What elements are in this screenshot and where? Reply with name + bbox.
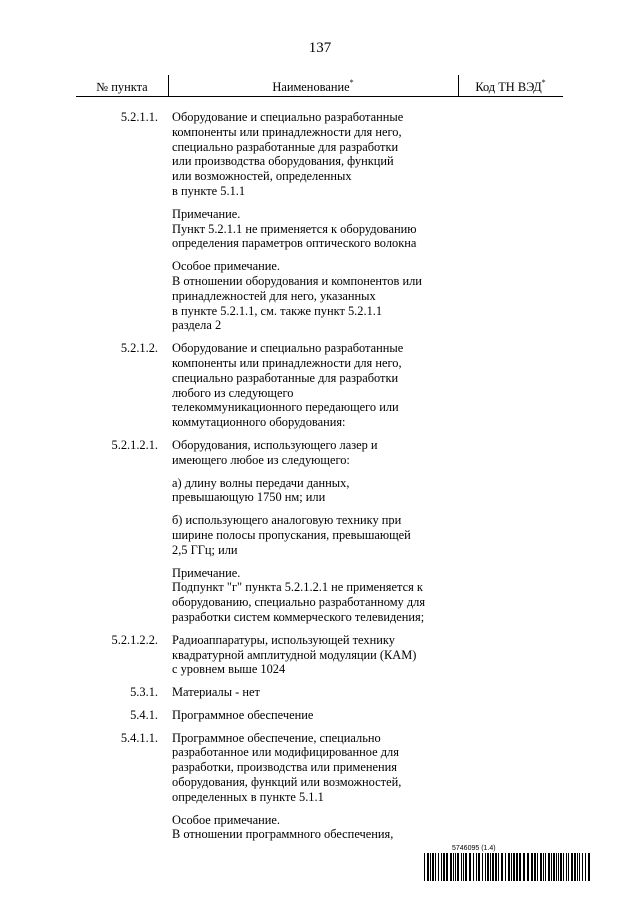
item-paragraph (172, 207, 454, 251)
barcode-bar (435, 853, 436, 881)
table-row (76, 110, 563, 333)
text-line: Радиоаппаратуры, использующей технику (172, 632, 395, 647)
text-line: а) длину волны передачи данных, (172, 475, 350, 490)
table-row (76, 438, 563, 625)
table-row (76, 685, 563, 700)
item-paragraph (172, 438, 454, 468)
text-line: Оборудование и специально разработанные (172, 341, 404, 356)
header-name-asterisk: * (349, 78, 354, 87)
barcode-bar (566, 853, 567, 881)
barcode-bar (545, 853, 546, 881)
barcode-bar (438, 853, 439, 881)
text-line: разработанное или модифицированное для (172, 745, 399, 760)
header-name-label: Наименование (272, 80, 350, 94)
text-line: компоненты или принадлежности для него, (172, 355, 402, 370)
text-line: Примечание. (172, 565, 241, 580)
barcode-bar (485, 853, 486, 881)
barcode-bar (450, 853, 452, 881)
barcode-bar (513, 853, 515, 881)
barcode-bar (455, 853, 456, 881)
barcode-bar (585, 853, 586, 881)
text-line: Программное обеспечение, специально (172, 730, 381, 745)
barcode-bar (487, 853, 489, 881)
text-line: с уровнем выше 1024 (172, 662, 286, 677)
text-line: Примечание. (172, 206, 241, 221)
barcode-bar (531, 853, 533, 881)
text-line: Материалы - нет (172, 685, 260, 700)
text-line: специально разработанные для разработки (172, 370, 399, 385)
text-line: Оборудование и специально разработанные (172, 110, 404, 124)
barcode-bar (548, 853, 550, 881)
text-line: б) использующего аналоговую технику при (172, 513, 402, 528)
barcode-bar (469, 853, 471, 881)
text-line: оборудования, функций или возможностей, (172, 775, 402, 790)
item-paragraph (172, 476, 454, 506)
table-row (76, 708, 563, 723)
barcode-bar (505, 853, 506, 881)
text-line: разработки, производства или применения (172, 760, 397, 775)
barcode-bar (441, 853, 442, 881)
text-line: коммутационного оборудования: (172, 415, 346, 430)
barcode-bar (523, 853, 525, 881)
text-line: любого из следующего (172, 385, 294, 400)
barcode-bar (478, 853, 480, 881)
barcode-bar (453, 853, 454, 881)
header-cell-name (168, 79, 458, 96)
text-line: Подпункт "г" пункта 5.2.1.2.1 не применяется к (172, 580, 423, 595)
text-line: квадратурной амплитудной модуляции (КАМ) (172, 647, 417, 662)
barcode-bar (501, 853, 503, 881)
barcode-bar (446, 853, 448, 881)
barcode-bar (516, 853, 518, 881)
text-line: ширине полосы пропускания, превышающей (172, 527, 411, 542)
text-line: В отношении оборудования и компонентов или (172, 273, 422, 288)
text-line: компоненты или принадлежности для него, (172, 124, 402, 139)
barcode-bar (476, 853, 477, 881)
text-line: Программное обеспечение (172, 707, 314, 722)
table-row (76, 341, 563, 430)
barcode-image (424, 853, 594, 881)
text-line: раздела 2 (172, 318, 222, 333)
barcode-bar (492, 853, 494, 881)
barcode-bar (519, 853, 521, 881)
text-line: превышающую 1750 нм; или (172, 490, 326, 505)
header-num-label: № пункта (96, 80, 148, 94)
item-number: 5.3.1. (130, 685, 158, 700)
barcode-bar (461, 853, 462, 881)
barcode-bar (568, 853, 569, 881)
item-paragraph (172, 731, 454, 805)
barcode-bar (443, 853, 445, 881)
barcode-bar (432, 853, 434, 881)
barcode-bar (551, 853, 552, 881)
barcode-bar (556, 853, 557, 881)
item-paragraph (172, 566, 454, 625)
item-paragraph (172, 259, 454, 333)
text-line: Особое примечание. (172, 259, 280, 274)
barcode-bar (424, 853, 425, 881)
text-line: принадлежностей для него, указанных (172, 288, 376, 303)
barcode-bar (553, 853, 555, 881)
barcode-bar (427, 853, 429, 881)
document-body (76, 110, 563, 850)
item-number: 5.2.1.2.1. (111, 437, 158, 452)
header-code-asterisk: * (541, 78, 546, 87)
text-line: или производства оборудования, функций (172, 154, 394, 169)
text-line: телекоммуникационного передающего или (172, 400, 399, 415)
item-number: 5.2.1.1. (120, 110, 158, 124)
text-line: в пункте 5.1.1 (172, 183, 246, 198)
barcode-bar (588, 853, 590, 881)
item-paragraph (172, 685, 454, 700)
barcode-bar (537, 853, 538, 881)
barcode-bar (574, 853, 576, 881)
barcode-bar (430, 853, 431, 881)
item-paragraph (172, 513, 454, 557)
text-line: в пункте 5.2.1.1, см. также пункт 5.2.1.1 (172, 303, 383, 318)
header-cell-code (458, 79, 563, 96)
barcode-bar (457, 853, 459, 881)
text-line: имеющего любое из следующего: (172, 452, 350, 467)
item-paragraph (172, 633, 454, 677)
table-row (76, 731, 563, 843)
barcode-bar (482, 853, 483, 881)
item-number: 5.2.1.2.2. (111, 632, 158, 647)
text-line: Особое примечание. (172, 812, 280, 827)
text-line: 2,5 ГГц; или (172, 542, 238, 557)
table-header (76, 75, 563, 97)
barcode-bar (490, 853, 491, 881)
text-line: разработки систем коммерческого телевидения; (172, 609, 425, 624)
barcode-bar (563, 853, 564, 881)
item-number: 5.4.1. (130, 707, 158, 722)
barcode-bar (465, 853, 467, 881)
barcode-bar (571, 853, 573, 881)
page-number: 137 (308, 40, 332, 56)
item-number: 5.2.1.2. (120, 341, 158, 356)
barcode-bar (508, 853, 510, 881)
barcode-bar (543, 853, 544, 881)
document-code: 5746095 (1.4) (452, 845, 496, 852)
header-cell-num (76, 79, 168, 96)
barcode-bar (582, 853, 583, 881)
table-row (76, 633, 563, 677)
item-paragraph (172, 341, 454, 430)
barcode-bar (534, 853, 536, 881)
barcode-bar (473, 853, 474, 881)
barcode-bar (579, 853, 580, 881)
barcode-bar (527, 853, 529, 881)
barcode-bar (540, 853, 542, 881)
item-paragraph (172, 813, 454, 843)
text-line: специально разработанные для разработки (172, 139, 399, 154)
item-paragraph (172, 110, 454, 199)
barcode-bar (560, 853, 562, 881)
barcode-bar (558, 853, 559, 881)
item-paragraph (172, 708, 454, 723)
item-number: 5.4.1.1. (120, 730, 158, 745)
barcode-bar (511, 853, 512, 881)
barcode-bar (577, 853, 578, 881)
text-line: Оборудования, использующего лазер и (172, 437, 378, 452)
barcode-bar (498, 853, 499, 881)
barcode-bar (463, 853, 464, 881)
text-line: определенных в пункте 5.1.1 (172, 789, 324, 804)
text-line: В отношении программного обеспечения, (172, 827, 394, 842)
barcode-bar (495, 853, 497, 881)
text-line: оборудованию, специально разработанному для (172, 595, 426, 610)
text-line: Пункт 5.2.1.1 не применяется к оборудованию (172, 221, 417, 236)
text-line: или возможностей, определенных (172, 169, 352, 184)
text-line: определения параметров оптического волокна (172, 236, 417, 251)
header-code-label: Код ТН ВЭД (475, 80, 542, 94)
